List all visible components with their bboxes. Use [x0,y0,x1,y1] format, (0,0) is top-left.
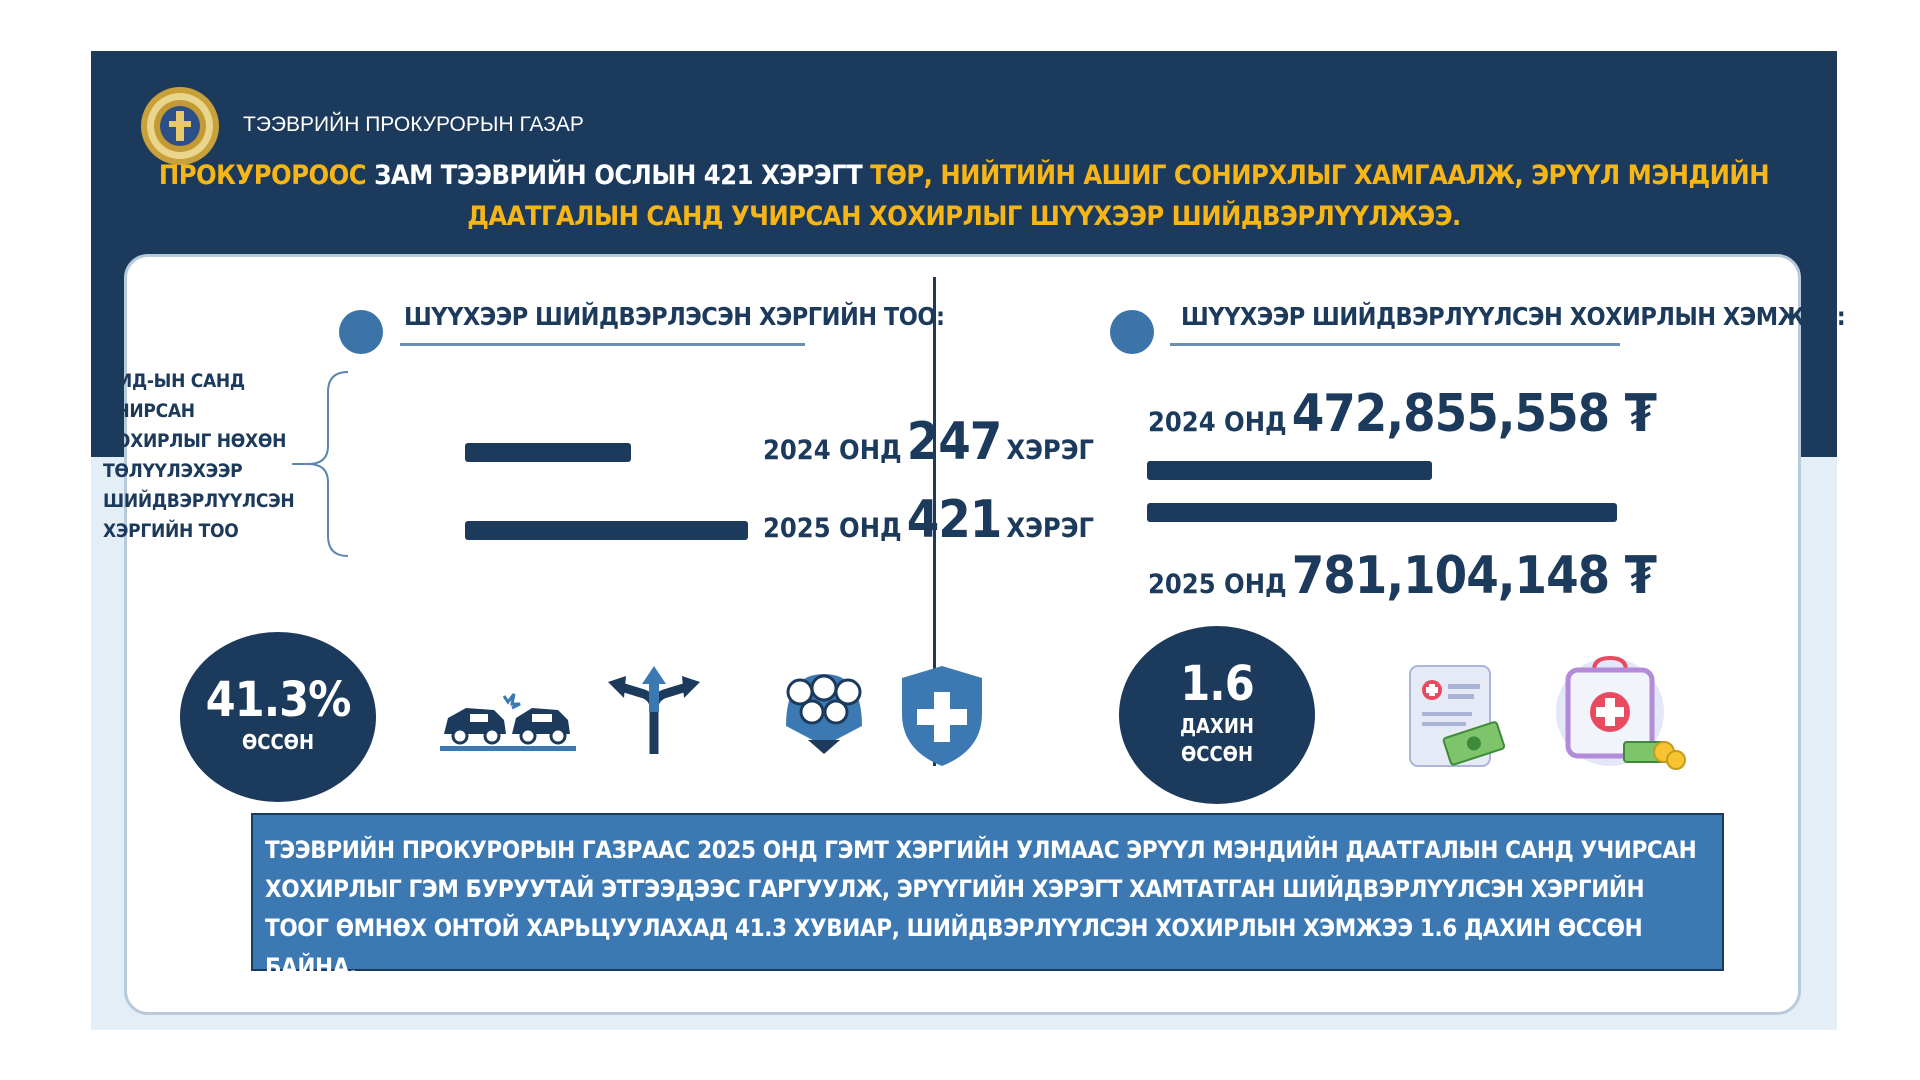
case-value-2024: 247 [906,412,1002,472]
growth-value-amount: 1.6 [1180,656,1254,712]
amount-annotation-2024 [1148,384,1656,444]
headline-part2: ЗАМ ТЭЭВРИЙН ОСЛЫН 421 ХЭРЭГТ [374,160,871,191]
headline-line2: ДААТГАЛЫН САНД УЧИРСАН ХОХИРЛЫГ ШҮҮХЭЭР ШИЙДВЭРЛҮҮЛЖЭЭ. [467,201,1461,232]
case-unit-2025: ХЭРЭГ [1006,513,1095,544]
summary-box: ТЭЭВРИЙН ПРОКУРОРЫН ГАЗРААС 2025 ОНД ГЭМТ ХЭРГИЙН УЛМААС ЭРҮҮЛ МЭНДИЙН ДААТГАЛЫН САНД УЧИРСАН ХОХИРЛЫГ ГЭМ БУРУУТАЙ ЭТГЭЭДЭЭС ГАРГУУЛЖ, ЭРҮҮГИЙН ХЭРЭГТ ХАМТАТГАН ШИЙДВЭРЛҮҮЛСЭН ХЭРГИЙН ТООГ ӨМНӨХ ОНТОЙ ХАРЬЦУУЛАХАД 41.3 ХУВИАР, ШИЙДВЭРЛҮҮЛСЭН ХОХИРЛЫН ХЭМЖЭЭ 1.6 ДАХИН ӨССӨН БАЙНА. [251,813,1724,971]
organization-name: ТЭЭВРИЙН ПРОКУРОРЫН ГАЗАР [243,113,584,136]
car-crash-icon [440,690,576,752]
medical-bag-money-icon [1538,656,1692,776]
case-unit-2024: ХЭРЭГ [1006,435,1095,466]
side-label: ЭМД-ЫН САНД УЧИРСАН ХОХИРЛЫГ НӨХӨН ТӨЛҮҮЛЭХЭЭР ШИЙДВЭРЛҮҮЛСЭН ХЭРГИЙН ТОО [103,370,295,542]
amount-value-2025: 781,104,148 ₮ [1291,546,1657,606]
headline-part3: ТӨР, НИЙТИЙН АШИГ СОНИРХЛЫГ ХАМГААЛЖ, ЭРҮҮЛ МЭНДИЙН [870,160,1770,191]
case-bar-2025 [465,521,748,540]
growth-value-cases: 41.3% [205,672,351,728]
case-year-2025: 2025 ОНД [763,513,902,544]
bullet-dot-right [1110,310,1154,354]
case-annotation-2025 [763,490,1094,550]
growth-label-cases: ӨССӨН [241,730,315,754]
right-section-underline [1170,343,1620,346]
split-arrow-icon [606,664,702,756]
amount-annotation-2025 [1148,546,1656,606]
case-value-2025: 421 [906,490,1002,550]
bullet-dot-left [339,310,383,354]
medical-report-money-icon [1394,660,1514,776]
headline [91,155,1837,237]
health-shield-icon [900,664,984,768]
amount-value-2024: 472,855,558 ₮ [1291,384,1657,444]
growth-badge-amount [1119,626,1315,804]
growth-label-amount-2: ӨССӨН [1180,742,1254,766]
case-bar-2024 [465,443,631,462]
brace-icon [290,370,350,558]
amount-bar-2024 [1147,461,1432,480]
left-section-underline [400,343,805,346]
case-year-2024: 2024 ОНД [763,435,902,466]
left-section-title: ШҮҮХЭЭР ШИЙДВЭРЛЭСЭН ХЭРГИЙН ТОО: [404,302,945,331]
growth-label-amount-1: ДАХИН [1180,714,1254,738]
headline-part1: ПРОКУРОРООС [158,160,375,191]
amount-bar-2025 [1147,503,1617,522]
people-group-icon [772,666,876,756]
growth-badge-cases [180,632,376,802]
case-annotation-2024 [763,412,1094,472]
amount-year-2024: 2024 ОНД [1148,407,1287,438]
right-section-title: ШҮҮХЭЭР ШИЙДВЭРЛҮҮЛСЭН ХОХИРЛЫН ХЭМЖЭЭ: [1181,302,1846,331]
amount-year-2025: 2025 ОНД [1148,569,1287,600]
